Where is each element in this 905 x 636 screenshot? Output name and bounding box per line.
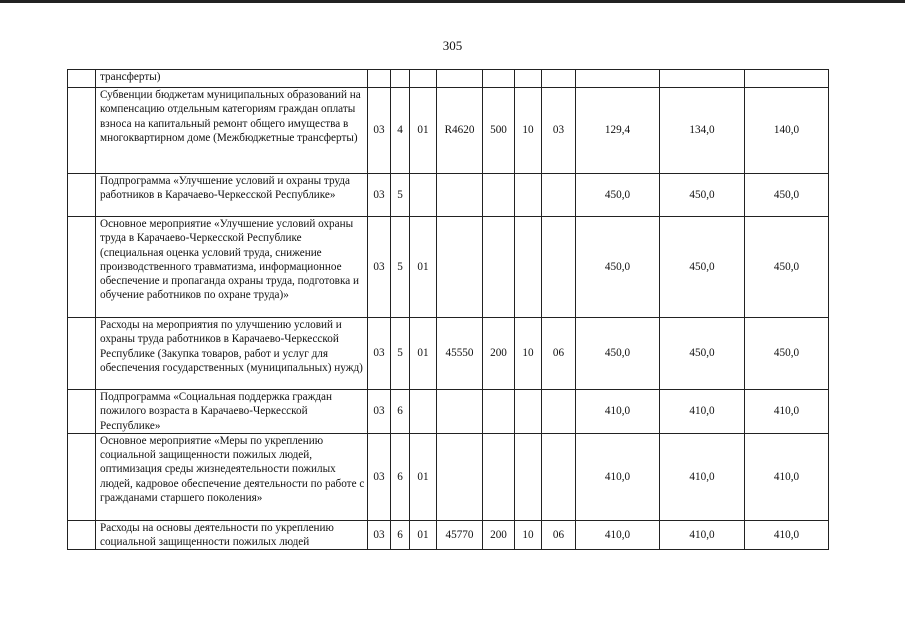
expense-code-cell xyxy=(437,390,483,434)
row-name-cell: Расходы на основы деятельности по укреплению социальной защищенности пожилых людей xyxy=(96,520,368,550)
division-code-cell xyxy=(515,433,542,520)
page-top-edge xyxy=(0,0,905,3)
section-code-cell: 03 xyxy=(368,174,391,217)
section-code-cell: 03 xyxy=(368,88,391,174)
amount-year-1-cell: 450,0 xyxy=(576,217,660,318)
subdivision-code-cell xyxy=(542,390,576,434)
row-number-cell xyxy=(68,433,96,520)
amount-year-1-cell: 450,0 xyxy=(576,318,660,390)
amount-year-1-cell: 410,0 xyxy=(576,433,660,520)
activity-code-cell xyxy=(410,70,437,88)
section-code-cell: 03 xyxy=(368,520,391,550)
amount-year-2-cell: 410,0 xyxy=(660,390,745,434)
row-name-cell: трансферты) xyxy=(96,70,368,88)
expense-code-cell: R4620 xyxy=(437,88,483,174)
activity-code-cell: 01 xyxy=(410,88,437,174)
program-code-cell: 5 xyxy=(391,318,410,390)
program-code-cell: 5 xyxy=(391,217,410,318)
division-code-cell: 10 xyxy=(515,520,542,550)
table-row xyxy=(68,217,829,318)
row-number-cell xyxy=(68,217,96,318)
subdivision-code-cell xyxy=(542,174,576,217)
row-number-cell xyxy=(68,174,96,217)
amount-year-2-cell: 410,0 xyxy=(660,433,745,520)
amount-year-2-cell: 450,0 xyxy=(660,174,745,217)
row-number-cell xyxy=(68,88,96,174)
row-number-cell xyxy=(68,318,96,390)
row-name-cell: Расходы на мероприятия по улучшению условий и охраны труда работников в Карачаево-Черкесской Республике (Закупка товаров, работ и услуг для обеспечения государственных (муниципальных) нужд) xyxy=(96,318,368,390)
table-row xyxy=(68,433,829,520)
division-code-cell xyxy=(515,174,542,217)
subdivision-code-cell: 06 xyxy=(542,318,576,390)
amount-year-3-cell xyxy=(745,70,829,88)
row-number-cell xyxy=(68,390,96,434)
activity-code-cell: 01 xyxy=(410,520,437,550)
division-code-cell: 10 xyxy=(515,88,542,174)
program-code-cell: 6 xyxy=(391,433,410,520)
amount-year-2-cell xyxy=(660,70,745,88)
expense-code-cell xyxy=(437,174,483,217)
row-name-cell: Основное мероприятие «Меры по укреплению социальной защищенности пожилых людей, оптимизация среды жизнедеятельности пожилых людей, кадровое обеспечение деятельности по работе с гражданами старшего поколения» xyxy=(96,433,368,520)
amount-year-3-cell: 140,0 xyxy=(745,88,829,174)
subdivision-code-cell: 06 xyxy=(542,520,576,550)
expense-type-cell xyxy=(483,433,515,520)
amount-year-2-cell: 410,0 xyxy=(660,520,745,550)
section-code-cell: 03 xyxy=(368,318,391,390)
budget-table xyxy=(67,69,829,550)
table-row xyxy=(68,390,829,434)
amount-year-1-cell: 450,0 xyxy=(576,174,660,217)
section-code-cell: 03 xyxy=(368,390,391,434)
row-name-cell: Субвенции бюджетам муниципальных образований на компенсацию отдельным категориям граждан оплаты взноса на капитальный ремонт общего имущества в многоквартирном доме (Межбюджетные трансферты) xyxy=(96,88,368,174)
amount-year-3-cell: 450,0 xyxy=(745,217,829,318)
subdivision-code-cell xyxy=(542,433,576,520)
expense-type-cell xyxy=(483,174,515,217)
activity-code-cell xyxy=(410,390,437,434)
subdivision-code-cell: 03 xyxy=(542,88,576,174)
section-code-cell: 03 xyxy=(368,433,391,520)
amount-year-2-cell: 134,0 xyxy=(660,88,745,174)
amount-year-3-cell: 410,0 xyxy=(745,390,829,434)
expense-code-cell xyxy=(437,433,483,520)
division-code-cell xyxy=(515,390,542,434)
expense-code-cell xyxy=(437,217,483,318)
table-row xyxy=(68,88,829,174)
program-code-cell: 5 xyxy=(391,174,410,217)
amount-year-1-cell xyxy=(576,70,660,88)
amount-year-1-cell: 410,0 xyxy=(576,520,660,550)
expense-code-cell: 45550 xyxy=(437,318,483,390)
program-code-cell: 4 xyxy=(391,88,410,174)
page-number: 305 xyxy=(442,38,463,53)
expense-type-cell: 500 xyxy=(483,88,515,174)
division-code-cell xyxy=(515,70,542,88)
row-name-cell: Подпрограмма «Социальная поддержка граждан пожилого возраста в Карачаево-Черкесской Республике» xyxy=(96,390,368,434)
division-code-cell xyxy=(515,217,542,318)
activity-code-cell: 01 xyxy=(410,433,437,520)
amount-year-2-cell: 450,0 xyxy=(660,217,745,318)
division-code-cell: 10 xyxy=(515,318,542,390)
program-code-cell: 6 xyxy=(391,390,410,434)
row-name-cell: Основное мероприятие «Улучшение условий охраны труда в Карачаево-Черкесской Республике (специальная оценка условий труда, снижение производственного травматизма, информационное обеспечение и пропаганда охраны труда, подготовка и обучение работников по охране труда)» xyxy=(96,217,368,318)
program-code-cell: 6 xyxy=(391,520,410,550)
expense-type-cell xyxy=(483,70,515,88)
activity-code-cell xyxy=(410,174,437,217)
table-row xyxy=(68,70,829,88)
amount-year-3-cell: 450,0 xyxy=(745,174,829,217)
amount-year-3-cell: 410,0 xyxy=(745,520,829,550)
row-number-cell xyxy=(68,70,96,88)
subdivision-code-cell xyxy=(542,70,576,88)
amount-year-1-cell: 410,0 xyxy=(576,390,660,434)
expense-type-cell xyxy=(483,217,515,318)
expense-type-cell: 200 xyxy=(483,520,515,550)
program-code-cell xyxy=(391,70,410,88)
amount-year-3-cell: 450,0 xyxy=(745,318,829,390)
table-row xyxy=(68,174,829,217)
activity-code-cell: 01 xyxy=(410,318,437,390)
row-name-cell: Подпрограмма «Улучшение условий и охраны труда работников в Карачаево-Черкесской Республике» xyxy=(96,174,368,217)
expense-code-cell xyxy=(437,70,483,88)
table-row xyxy=(68,318,829,390)
section-code-cell: 03 xyxy=(368,217,391,318)
expense-type-cell xyxy=(483,390,515,434)
subdivision-code-cell xyxy=(542,217,576,318)
section-code-cell xyxy=(368,70,391,88)
expense-code-cell: 45770 xyxy=(437,520,483,550)
expense-type-cell: 200 xyxy=(483,318,515,390)
activity-code-cell: 01 xyxy=(410,217,437,318)
amount-year-3-cell: 410,0 xyxy=(745,433,829,520)
amount-year-2-cell: 450,0 xyxy=(660,318,745,390)
amount-year-1-cell: 129,4 xyxy=(576,88,660,174)
row-number-cell xyxy=(68,520,96,550)
table-row xyxy=(68,520,829,550)
